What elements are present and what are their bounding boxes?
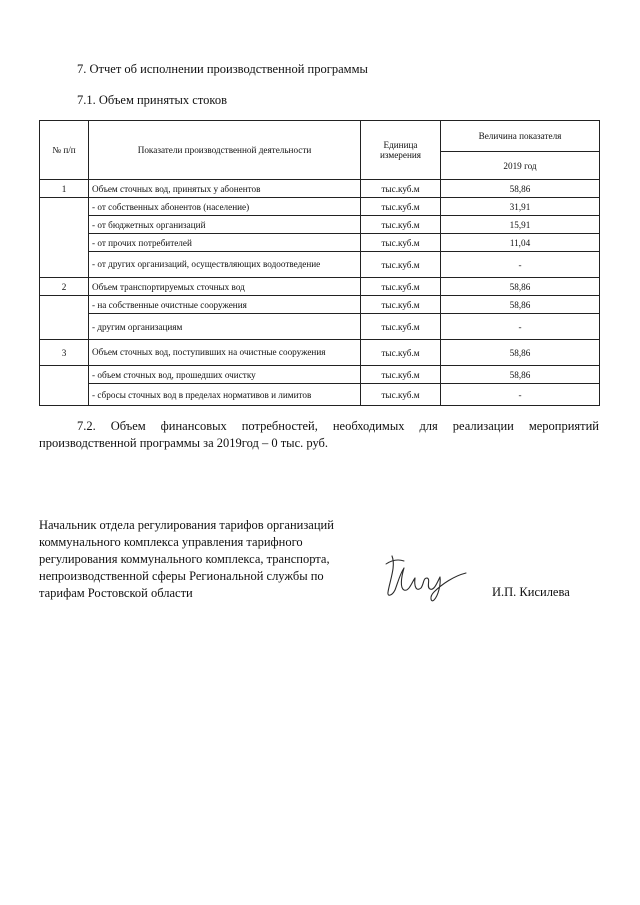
table-row xyxy=(40,296,600,314)
signatory-position-line: коммунального комплекса управления тарифного xyxy=(39,535,303,549)
header-indicator: Показатели производственной деятельности xyxy=(89,121,361,180)
signatory-position-line: Начальник отдела регулирования тарифов организаций xyxy=(39,518,334,532)
row-no: 2 xyxy=(40,278,89,296)
table-row xyxy=(40,314,600,340)
row-value: 58,86 xyxy=(441,278,600,296)
row-no: 1 xyxy=(40,180,89,198)
row-name: Объем сточных вод, принятых у абонентов xyxy=(89,180,361,198)
row-name: - на собственные очистные сооружения xyxy=(89,296,361,314)
table-row xyxy=(40,216,600,234)
row-unit: тыс.куб.м xyxy=(361,340,441,366)
row-unit: тыс.куб.м xyxy=(361,366,441,384)
row-value: - xyxy=(441,252,600,278)
header-no: № п/п xyxy=(40,121,89,180)
section-7-title: 7. Отчет об исполнении производственной программы xyxy=(77,62,368,76)
row-unit: тыс.куб.м xyxy=(361,252,441,278)
row-unit: тыс.куб.м xyxy=(361,180,441,198)
financial-needs-line-1: 7.2. Объем финансовых потребностей, необходимых для реализации мероприятий xyxy=(77,419,599,433)
row-name: Объем сточных вод, поступивших на очистные сооружения xyxy=(89,340,361,366)
signatory-position-line: непроизводственной сферы Региональной службы по xyxy=(39,569,324,583)
financial-needs-paragraph xyxy=(39,418,599,452)
row-value: - xyxy=(441,384,600,406)
table-row xyxy=(40,278,600,296)
row-no-group-1 xyxy=(40,198,89,278)
table-row xyxy=(40,252,600,278)
row-name: - от других организаций, осуществляющих водоотведение xyxy=(89,252,361,278)
row-name: - от собственных абонентов (население) xyxy=(89,198,361,216)
signatory-position-line: тарифам Ростовской области xyxy=(39,586,193,600)
row-value: - xyxy=(441,314,600,340)
row-unit: тыс.куб.м xyxy=(361,384,441,406)
row-unit: тыс.куб.м xyxy=(361,296,441,314)
row-name: - сбросы сточных вод в пределах нормативов и лимитов xyxy=(89,384,361,406)
table-row xyxy=(40,198,600,216)
row-value: 11,04 xyxy=(441,234,600,252)
table-row xyxy=(40,366,600,384)
sewage-volume-table xyxy=(39,120,600,406)
row-name: Объем транспортируемых сточных вод xyxy=(89,278,361,296)
row-name: - от прочих потребителей xyxy=(89,234,361,252)
header-unit: Единица измерения xyxy=(361,121,441,180)
signatory-position xyxy=(39,517,369,602)
signatory-position-line: регулирования коммунального комплекса, транспорта, xyxy=(39,552,330,566)
section-7-1-title: 7.1. Объем принятых стоков xyxy=(77,93,227,107)
table-row xyxy=(40,234,600,252)
row-unit: тыс.куб.м xyxy=(361,278,441,296)
signatory-name: И.П. Кисилева xyxy=(492,585,570,599)
row-value: 58,86 xyxy=(441,180,600,198)
header-year: 2019 год xyxy=(441,152,600,180)
row-no-group-3 xyxy=(40,366,89,406)
row-value: 58,86 xyxy=(441,296,600,314)
row-value: 58,86 xyxy=(441,340,600,366)
row-unit: тыс.куб.м xyxy=(361,198,441,216)
financial-needs-line-2: производственной программы за 2019год – 0 тыс. руб. xyxy=(39,436,329,450)
table-row xyxy=(40,180,600,198)
handwritten-signature xyxy=(376,546,468,602)
row-value: 31,91 xyxy=(441,198,600,216)
table-row xyxy=(40,384,600,406)
row-value: 58,86 xyxy=(441,366,600,384)
row-name: - от бюджетных организаций xyxy=(89,216,361,234)
row-unit: тыс.куб.м xyxy=(361,234,441,252)
row-unit: тыс.куб.м xyxy=(361,314,441,340)
row-no: 3 xyxy=(40,340,89,366)
row-name: - другим организациям xyxy=(89,314,361,340)
row-unit: тыс.куб.м xyxy=(361,216,441,234)
header-value-group: Величина показателя xyxy=(441,121,600,152)
row-value: 15,91 xyxy=(441,216,600,234)
table-row xyxy=(40,340,600,366)
row-name: - объем сточных вод, прошедших очистку xyxy=(89,366,361,384)
row-no-group-2 xyxy=(40,296,89,340)
